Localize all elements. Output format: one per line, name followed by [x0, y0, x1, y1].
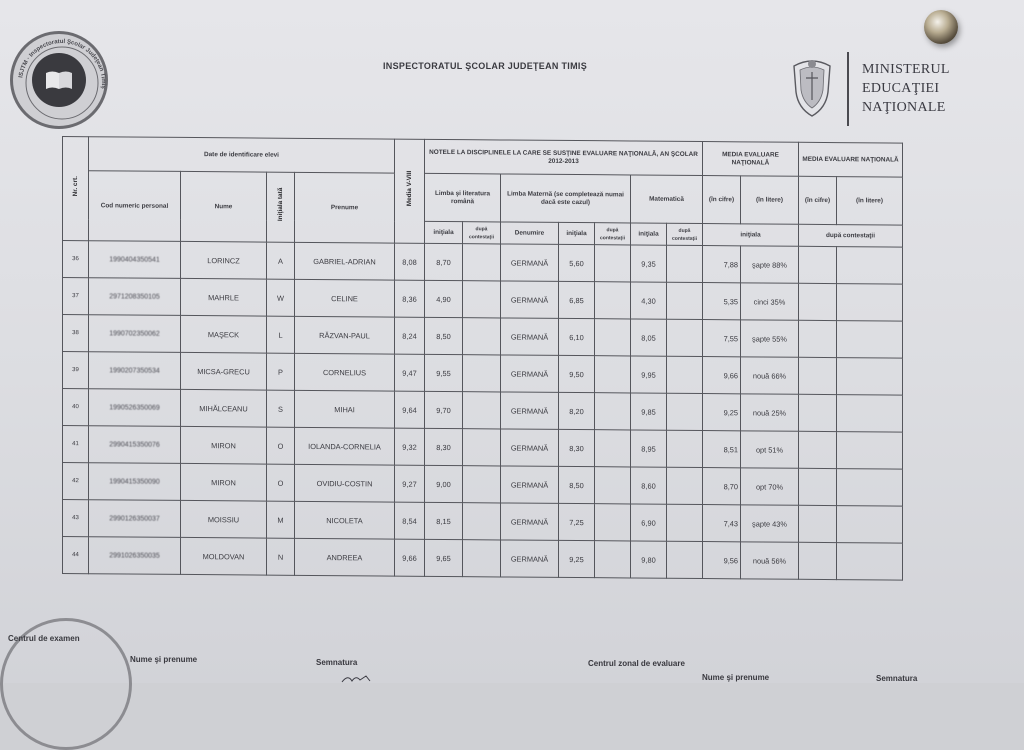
lm-dupa-cell — [595, 319, 631, 356]
contest-litere-cell — [837, 247, 903, 285]
romana-initiala-cell: 8,30 — [425, 428, 463, 465]
footer-centru-zonal: Centrul zonal de evaluare — [588, 659, 685, 668]
ministry-divider — [847, 52, 849, 126]
contest-litere-cell — [837, 284, 903, 322]
media-cifre-cell: 8,70 — [703, 468, 741, 505]
media-cifre-cell: 9,66 — [703, 357, 741, 394]
signature-mark — [340, 672, 376, 684]
lm-denumire-cell: GERMANĂ — [501, 318, 559, 355]
media-litere-cell: cinci 35% — [741, 283, 799, 320]
media-cifre-cell: 8,51 — [703, 431, 741, 468]
nume-cell: MIHĂLCEANU — [181, 389, 267, 427]
header-lm-denumire: Denumire — [501, 222, 559, 244]
media-cifre-cell: 9,25 — [703, 394, 741, 431]
lm-denumire-cell: GERMANĂ — [501, 281, 559, 318]
mat-initiala-cell: 4,30 — [631, 282, 667, 319]
romana-initiala-cell: 8,50 — [425, 317, 463, 354]
push-pin — [924, 10, 958, 44]
header-media-en-initial: MEDIA EVALUARE NAŢIONALĂ — [703, 142, 799, 177]
lm-dupa-cell — [595, 356, 631, 393]
row-number: 42 — [63, 463, 89, 500]
prenume-cell: NICOLETA — [295, 501, 395, 539]
header-in-cifre-2: (în cifre) — [799, 176, 837, 224]
lm-initiala-cell: 7,25 — [559, 503, 595, 540]
footer-semnatura-2: Semnatura — [876, 674, 918, 683]
cnp-cell: 2990415350076 — [89, 426, 181, 464]
prenume-cell: ANDREEA — [295, 538, 395, 576]
contest-litere-cell — [837, 321, 903, 359]
header-cnp: Cod numeric personal — [89, 171, 181, 242]
row-number: 40 — [63, 389, 89, 426]
lm-initiala-cell: 6,10 — [559, 318, 595, 355]
lm-denumire-cell: GERMANĂ — [501, 392, 559, 429]
romana-initiala-cell: 9,65 — [425, 539, 463, 576]
initiala-tata-cell: M — [267, 501, 295, 538]
cnp-cell: 1990207350534 — [89, 352, 181, 390]
romana-initiala-cell: 8,70 — [425, 243, 463, 280]
prenume-cell: OVIDIU-COSTIN — [295, 464, 395, 502]
contest-cifre-cell — [799, 357, 837, 394]
media-litere-cell: opt 70% — [741, 468, 799, 505]
header-limba-materna: Limba Maternă (se completează numai dacă este cazul) — [501, 174, 631, 223]
mat-initiala-cell: 8,05 — [631, 319, 667, 356]
contest-cifre-cell — [799, 394, 837, 431]
lm-dupa-cell — [595, 282, 631, 319]
media-litere-cell: nouă 56% — [741, 542, 799, 579]
cnp-cell: 1990526350069 — [89, 389, 181, 427]
initiala-tata-cell: A — [267, 242, 295, 279]
mat-initiala-cell: 9,35 — [631, 245, 667, 282]
row-number: 44 — [63, 537, 89, 574]
lm-initiala-cell: 6,85 — [559, 281, 595, 318]
lm-dupa-cell — [595, 430, 631, 467]
lm-denumire-cell: GERMANĂ — [501, 429, 559, 466]
lm-initiala-cell: 8,20 — [559, 392, 595, 429]
lm-initiala-cell: 9,50 — [559, 355, 595, 392]
contest-litere-cell — [837, 506, 903, 544]
header-in-litere-2: (în litere) — [837, 177, 903, 226]
romana-initiala-cell: 8,15 — [425, 502, 463, 539]
media-v-viii-cell: 9,27 — [395, 465, 425, 502]
lm-initiala-cell: 5,60 — [559, 244, 595, 281]
ministry-name — [862, 60, 950, 117]
lm-dupa-cell — [595, 393, 631, 430]
header-ro-initiala: iniţiala — [425, 221, 463, 243]
mat-dupa-cell — [667, 319, 703, 356]
lm-dupa-cell — [595, 541, 631, 578]
ministry-line-3: NAŢIONALE — [862, 100, 946, 115]
initiala-tata-cell: W — [267, 279, 295, 316]
mat-initiala-cell: 9,85 — [631, 393, 667, 430]
mat-dupa-cell — [667, 467, 703, 504]
lm-denumire-cell: GERMANĂ — [501, 540, 559, 577]
header-initiala-tata: Iniţiala tată — [267, 172, 295, 242]
header-lm-dupa: după contestaţii — [595, 223, 631, 245]
mat-dupa-cell — [667, 282, 703, 319]
contest-cifre-cell — [799, 505, 837, 542]
contest-cifre-cell — [799, 320, 837, 357]
header-media-initiala: iniţiala — [703, 224, 799, 247]
media-litere-cell: şapte 55% — [741, 320, 799, 357]
lm-initiala-cell: 8,50 — [559, 466, 595, 503]
prenume-cell: IOLANDA-CORNELIA — [295, 427, 395, 465]
header-mat-dupa: după contestaţii — [667, 223, 703, 245]
ministry-line-1: MINISTERUL — [862, 62, 950, 77]
prenume-cell: GABRIEL-ADRIAN — [295, 242, 395, 280]
romana-dupa-cell — [463, 540, 501, 577]
table-row — [63, 537, 903, 581]
mat-initiala-cell: 9,95 — [631, 356, 667, 393]
nume-cell: MICSA-GRECU — [181, 352, 267, 390]
media-v-viii-cell: 8,08 — [395, 243, 425, 280]
media-cifre-cell: 5,35 — [703, 283, 741, 320]
mat-dupa-cell — [667, 393, 703, 430]
seal-ring-icon — [13, 34, 111, 132]
romana-dupa-cell — [463, 392, 501, 429]
lm-dupa-cell — [595, 245, 631, 282]
nume-cell: MOISSIU — [181, 500, 267, 538]
lm-dupa-cell — [595, 467, 631, 504]
nume-cell: MAŞECK — [181, 315, 267, 353]
row-number: 38 — [63, 315, 89, 352]
header-mat-initiala: iniţiala — [631, 223, 667, 245]
lm-initiala-cell: 8,30 — [559, 429, 595, 466]
media-v-viii-cell: 8,36 — [395, 280, 425, 317]
media-v-viii-cell: 8,24 — [395, 317, 425, 354]
header-nr-crt: Nr. crt. — [63, 137, 89, 241]
romana-dupa-cell — [463, 355, 501, 392]
cnp-cell: 2990126350037 — [89, 500, 181, 538]
media-v-viii-cell: 9,64 — [395, 391, 425, 428]
contest-cifre-cell — [799, 283, 837, 320]
row-number: 37 — [63, 278, 89, 315]
row-number: 43 — [63, 500, 89, 537]
header-ro-dupa: după contestaţii — [463, 222, 501, 244]
prenume-cell: CELINE — [295, 279, 395, 317]
ministry-line-2: EDUCAŢIEI — [862, 81, 940, 96]
header-nume: Nume — [181, 171, 267, 242]
media-v-viii-cell: 8,54 — [395, 502, 425, 539]
contest-cifre-cell — [799, 542, 837, 579]
contest-litere-cell — [837, 543, 903, 581]
contest-cifre-cell — [799, 246, 837, 283]
row-number: 39 — [63, 352, 89, 389]
results-table — [62, 136, 903, 581]
isjtm-seal-logo — [10, 31, 108, 129]
nume-cell: MIRON — [181, 463, 267, 501]
initiala-tata-cell: L — [267, 316, 295, 353]
nume-cell: MAHRLE — [181, 278, 267, 316]
lm-denumire-cell: GERMANĂ — [501, 355, 559, 392]
header-matematica: Matematică — [631, 175, 703, 224]
cnp-cell: 1990404350541 — [89, 241, 181, 279]
mat-initiala-cell: 6,90 — [631, 504, 667, 541]
cnp-cell: 2971208350105 — [89, 278, 181, 316]
lm-denumire-cell: GERMANĂ — [501, 244, 559, 281]
media-litere-cell: şapte 43% — [741, 505, 799, 542]
header-grades-group: NOTELE LA DISCIPLINELE LA CARE SE SUSŢINE EVALUARE NAŢIONALĂ, AN ŞCOLAR 2012-2013 — [425, 139, 703, 175]
contest-litere-cell — [837, 358, 903, 396]
contest-litere-cell — [837, 395, 903, 433]
media-cifre-cell: 7,55 — [703, 320, 741, 357]
lm-dupa-cell — [595, 504, 631, 541]
initiala-tata-cell: O — [267, 464, 295, 501]
initiala-tata-cell: S — [267, 390, 295, 427]
institution-title: INSPECTORATUL ŞCOLAR JUDEŢEAN TIMIŞ — [382, 61, 587, 71]
header-media-dupa: după contestaţii — [799, 224, 903, 247]
media-v-viii-cell: 9,66 — [395, 539, 425, 576]
romana-initiala-cell: 9,70 — [425, 391, 463, 428]
prenume-cell: CORNELIUS — [295, 353, 395, 391]
romana-dupa-cell — [463, 429, 501, 466]
media-cifre-cell: 9,56 — [703, 542, 741, 579]
romana-dupa-cell — [463, 503, 501, 540]
cnp-cell: 1990415350090 — [89, 463, 181, 501]
footer-nume-prenume-2: Nume şi prenume — [702, 673, 770, 682]
footer-nume-prenume-1: Nume şi prenume — [130, 655, 198, 664]
mat-dupa-cell — [667, 504, 703, 541]
media-litere-cell: nouă 66% — [741, 357, 799, 394]
prenume-cell: MIHAI — [295, 390, 395, 428]
contest-cifre-cell — [799, 431, 837, 468]
prenume-cell: RĂZVAN-PAUL — [295, 316, 395, 354]
romana-dupa-cell — [463, 244, 501, 281]
lm-denumire-cell: GERMANĂ — [501, 466, 559, 503]
initiala-tata-cell: O — [267, 427, 295, 464]
header-in-cifre-1: (în cifre) — [703, 176, 741, 224]
initiala-tata-cell: P — [267, 353, 295, 390]
romana-dupa-cell — [463, 318, 501, 355]
romanian-coat-of-arms-icon — [786, 56, 838, 122]
contest-cifre-cell — [799, 468, 837, 505]
lm-denumire-cell: GERMANĂ — [501, 503, 559, 540]
contest-litere-cell — [837, 432, 903, 470]
media-cifre-cell: 7,88 — [703, 246, 741, 283]
mat-dupa-cell — [667, 245, 703, 282]
media-cifre-cell: 7,43 — [703, 505, 741, 542]
svg-text:ISJTM · Inspectoratul Şcolar J: ISJTM · Inspectoratul Şcolar Judeţean Timiş — [18, 38, 107, 90]
media-litere-cell: nouă 25% — [741, 394, 799, 431]
footer-centru-examen: Centrul de examen — [8, 634, 80, 643]
media-v-viii-cell: 9,47 — [395, 354, 425, 391]
header-in-litere-1: (în litere) — [741, 176, 799, 224]
mat-dupa-cell — [667, 541, 703, 578]
row-number: 41 — [63, 426, 89, 463]
mat-initiala-cell: 8,95 — [631, 430, 667, 467]
romana-initiala-cell: 9,00 — [425, 465, 463, 502]
nume-cell: LORINCZ — [181, 241, 267, 279]
nume-cell: MIRON — [181, 426, 267, 464]
lm-initiala-cell: 9,25 — [559, 540, 595, 577]
romana-initiala-cell: 9,55 — [425, 354, 463, 391]
header-romana: Limba şi literatura română — [425, 173, 501, 222]
header-media-en-contest: MEDIA EVALUARE NAŢIONALĂ — [799, 142, 903, 177]
mat-initiala-cell: 9,80 — [631, 541, 667, 578]
results-body — [63, 241, 903, 581]
contest-litere-cell — [837, 469, 903, 507]
initiala-tata-cell: N — [267, 538, 295, 575]
media-litere-cell: opt 51% — [741, 431, 799, 468]
header-lm-initiala: iniţiala — [559, 222, 595, 244]
romana-dupa-cell — [463, 281, 501, 318]
nume-cell: MOLDOVAN — [181, 537, 267, 575]
media-v-viii-cell: 9,32 — [395, 428, 425, 465]
cnp-cell: 1990702350062 — [89, 315, 181, 353]
media-litere-cell: şapte 88% — [741, 246, 799, 283]
mat-dupa-cell — [667, 356, 703, 393]
header-media-v-viii: Media V-VIII — [395, 139, 425, 243]
romana-initiala-cell: 4,90 — [425, 280, 463, 317]
cnp-cell: 2991026350035 — [89, 537, 181, 575]
header-prenume: Prenume — [295, 172, 395, 243]
row-number: 36 — [63, 241, 89, 278]
romana-dupa-cell — [463, 466, 501, 503]
footer-semnatura-1: Semnatura — [316, 658, 358, 667]
header-identification: Date de identificare elevi — [89, 137, 395, 173]
mat-dupa-cell — [667, 430, 703, 467]
mat-initiala-cell: 8,60 — [631, 467, 667, 504]
